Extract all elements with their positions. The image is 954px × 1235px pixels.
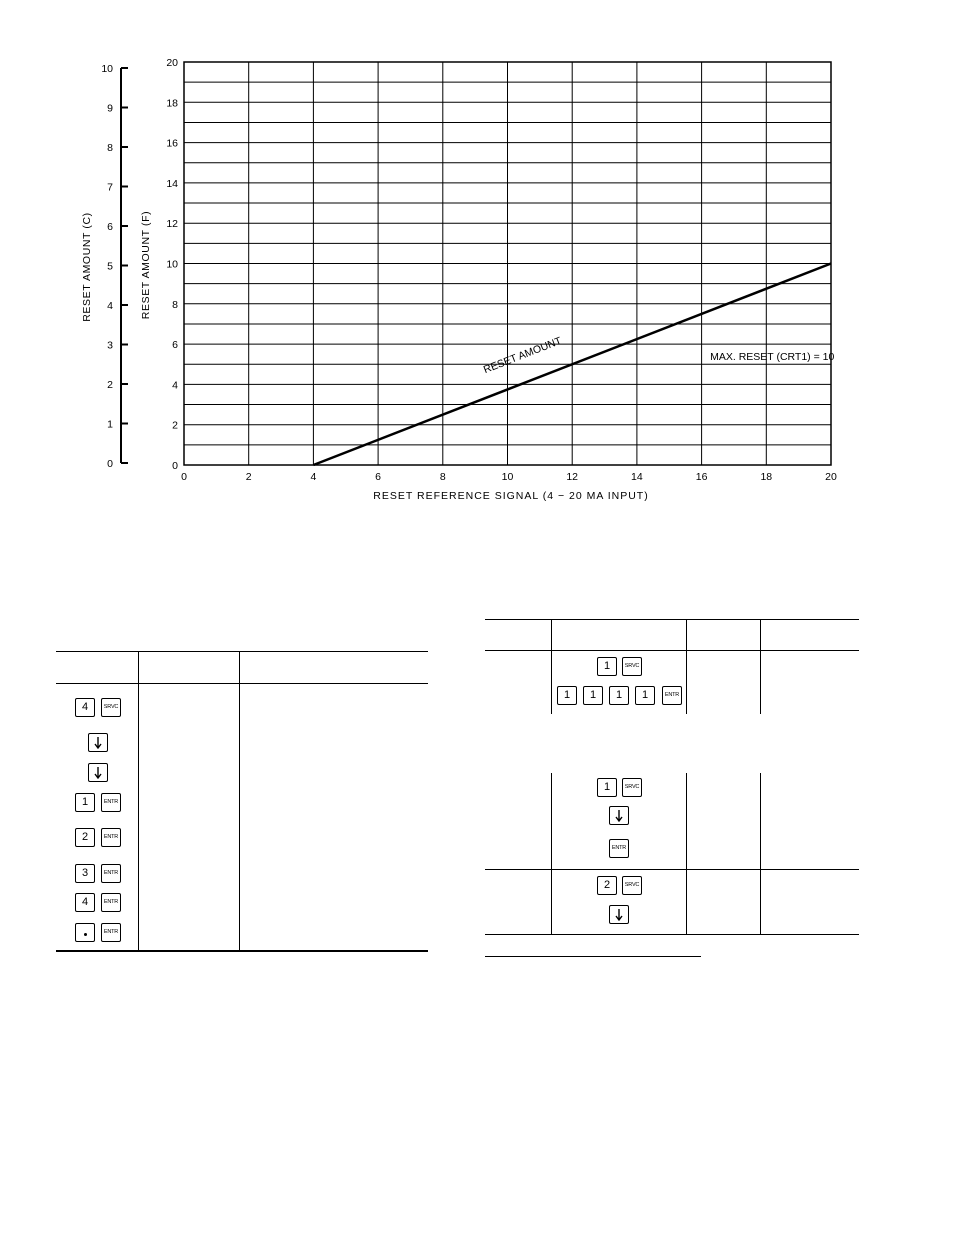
- key-1[interactable]: 1: [597, 657, 617, 676]
- y-tick-label: 6: [172, 339, 178, 352]
- key-down-arrow[interactable]: [609, 806, 629, 825]
- y-tick-label: 4: [172, 379, 178, 392]
- x-tick-label: 0: [181, 471, 187, 483]
- key-entr[interactable]: ENTR: [101, 828, 121, 847]
- y-tick-label: 10: [166, 258, 178, 271]
- key-down-arrow[interactable]: [88, 733, 108, 752]
- x-tick-label: 18: [760, 471, 773, 483]
- key-entr[interactable]: ENTR: [101, 923, 121, 942]
- key-down-arrow[interactable]: [88, 763, 108, 782]
- y-tick-label: 16: [166, 137, 178, 150]
- down-arrow-icon: [94, 767, 102, 779]
- key-entr[interactable]: ENTR: [101, 793, 121, 812]
- x-tick-label: 6: [375, 471, 382, 483]
- key-entr[interactable]: ENTR: [101, 864, 121, 883]
- key-entr[interactable]: ENTR: [101, 893, 121, 912]
- celsius-tick-label: 1: [107, 418, 113, 431]
- chart-grid: [184, 62, 831, 465]
- key-1[interactable]: 1: [583, 686, 603, 705]
- reset-chart: [0, 0, 954, 520]
- celsius-tick-label: 3: [107, 339, 113, 352]
- y2-axis-label: RESET AMOUNT (C): [81, 212, 93, 322]
- key-1[interactable]: 1: [557, 686, 577, 705]
- key-4[interactable]: 4: [75, 698, 95, 717]
- y-tick-labels: [166, 57, 178, 472]
- x-tick-label: 14: [631, 471, 643, 483]
- x-tick-label: 8: [439, 471, 446, 483]
- key-3[interactable]: 3: [75, 864, 95, 883]
- x-tick-label: 20: [825, 471, 837, 483]
- celsius-tick-label: 9: [107, 102, 113, 115]
- down-arrow-icon: [94, 737, 102, 749]
- celsius-tick-label: 4: [107, 300, 113, 312]
- key-down-arrow[interactable]: [609, 905, 629, 924]
- key-2[interactable]: 2: [75, 828, 95, 847]
- down-arrow-icon: [615, 810, 623, 822]
- celsius-tick-label: 0: [107, 458, 113, 470]
- key-4[interactable]: 4: [75, 893, 95, 912]
- y-tick-label: 0: [172, 460, 178, 472]
- key-decimal-point[interactable]: [75, 923, 95, 942]
- key-1[interactable]: 1: [635, 686, 655, 705]
- x-tick-labels: [181, 471, 837, 483]
- celsius-tick-label: 7: [107, 181, 113, 194]
- footnote-rule: [485, 956, 701, 957]
- key-entr[interactable]: ENTR: [662, 686, 682, 705]
- y-tick-label: 20: [166, 57, 178, 69]
- key-srvc[interactable]: SRVC: [101, 698, 121, 717]
- x-tick-label: 12: [566, 471, 579, 483]
- celsius-tick-label: 10: [101, 63, 113, 75]
- y-tick-label: 2: [172, 419, 178, 432]
- key-srvc[interactable]: SRVC: [622, 657, 642, 676]
- x-tick-label: 2: [245, 471, 252, 483]
- y-tick-label: 12: [166, 218, 178, 231]
- y-tick-label: 14: [166, 177, 178, 190]
- celsius-axis: [101, 63, 128, 470]
- key-srvc[interactable]: SRVC: [622, 778, 642, 797]
- key-srvc[interactable]: SRVC: [622, 876, 642, 895]
- key-entr[interactable]: ENTR: [609, 839, 629, 858]
- celsius-tick-label: 5: [107, 260, 113, 273]
- key-1[interactable]: 1: [597, 778, 617, 797]
- key-1[interactable]: 1: [609, 686, 629, 705]
- celsius-tick-label: 2: [107, 379, 113, 391]
- y-tick-label: 8: [172, 298, 178, 311]
- x-tick-label: 4: [310, 471, 317, 483]
- key-1[interactable]: 1: [75, 793, 95, 812]
- key-2[interactable]: 2: [597, 876, 617, 895]
- max-reset-annotation: MAX. RESET (CRT1) = 10: [710, 351, 835, 364]
- y-axis-label: RESET AMOUNT (F): [140, 210, 152, 320]
- decimal-dot-icon: [84, 933, 87, 936]
- celsius-tick-label: 6: [107, 221, 113, 233]
- series-label: RESET AMOUNT: [481, 334, 564, 377]
- y-tick-label: 18: [166, 97, 178, 110]
- x-axis-label: RESET REFERENCE SIGNAL (4 − 20 MA INPUT): [373, 490, 649, 502]
- x-tick-label: 10: [501, 471, 514, 483]
- x-tick-label: 16: [695, 471, 708, 483]
- down-arrow-icon: [615, 909, 623, 921]
- celsius-tick-label: 8: [107, 142, 113, 154]
